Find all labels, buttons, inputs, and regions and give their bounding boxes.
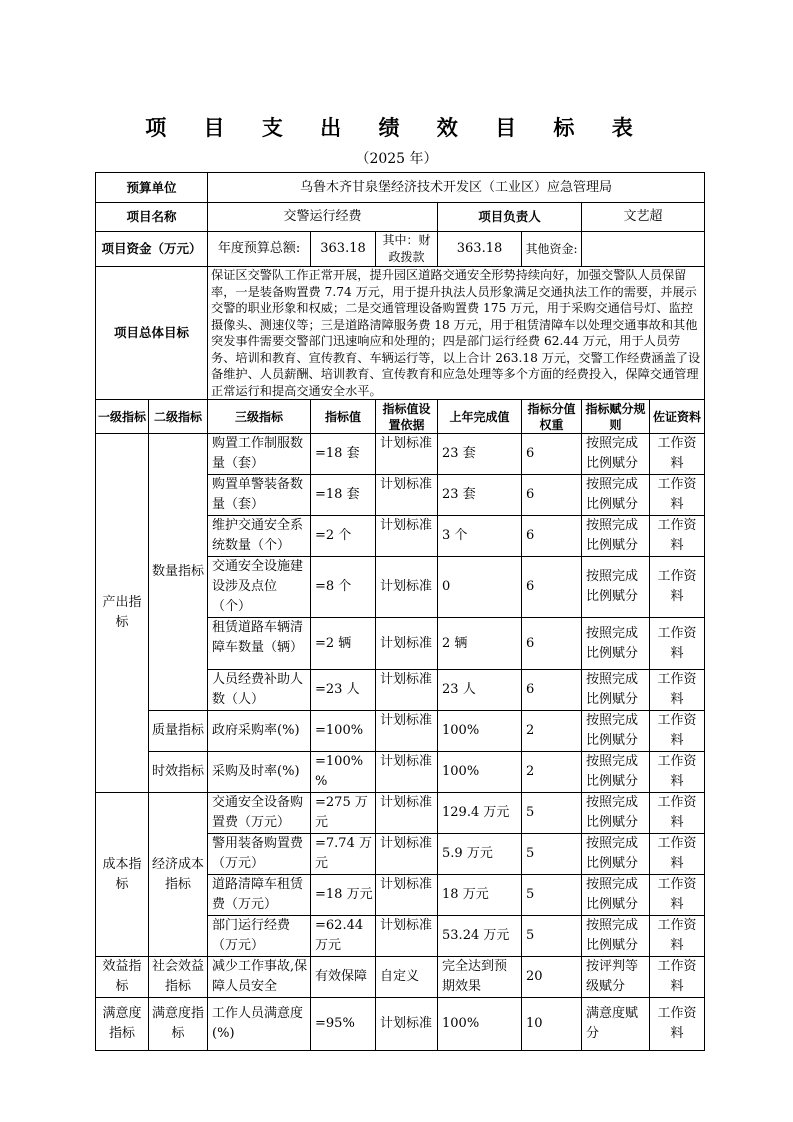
indicator-proof: 工作资料 [650, 752, 705, 793]
group-benefit: 效益指标 [96, 957, 149, 998]
group-satisfaction-sub: 满意度指标 [149, 998, 208, 1051]
indicator-value: =18 万元 [311, 875, 376, 916]
indicator-rule: 按评判等级赋分 [582, 957, 650, 998]
indicator-value: 有效保障 [311, 957, 376, 998]
indicator-value: =7.74 万元 [311, 834, 376, 875]
indicator-basis: 计划标准 [376, 834, 438, 875]
indicator-basis: 计划标准 [376, 557, 438, 618]
funds-label: 项目资金（万元） [96, 232, 208, 267]
indicator-value: =100%% [311, 752, 376, 793]
indicator-rule: 按照完成比例赋分 [582, 557, 650, 618]
indicator-basis: 自定义 [376, 957, 438, 998]
indicator-name: 政府采购率(%) [208, 711, 311, 752]
indicator-name: 交通安全设备购置费（万元） [208, 793, 311, 834]
indicator-name: 警用装备购置费（万元） [208, 834, 311, 875]
indicator-name: 购置工作制服数量（套） [208, 434, 311, 475]
indicator-rule: 按照完成比例赋分 [582, 875, 650, 916]
group-quality: 质量指标 [149, 711, 208, 752]
indicator-basis: 计划标准 [376, 618, 438, 670]
indicator-proof: 工作资料 [650, 434, 705, 475]
col-header: 指标值 [311, 400, 376, 434]
indicator-last: 完全达到预期效果 [438, 957, 522, 998]
indicator-value: =18 套 [311, 434, 376, 475]
indicator-rule: 按照完成比例赋分 [582, 711, 650, 752]
indicator-value: =62.44 万元 [311, 916, 376, 957]
indicator-name: 维护交通安全系统数量（个） [208, 516, 311, 557]
indicator-proof: 工作资料 [650, 834, 705, 875]
budget-unit-label: 预算单位 [96, 173, 208, 203]
indicator-last: 3 个 [438, 516, 522, 557]
project-leader-label: 项目负责人 [438, 203, 582, 232]
group-social-benefit: 社会效益指标 [149, 957, 208, 998]
indicator-proof: 工作资料 [650, 618, 705, 670]
indicator-rule: 满意度赋分 [582, 998, 650, 1051]
indicator-rule: 按照完成比例赋分 [582, 752, 650, 793]
indicator-proof: 工作资料 [650, 875, 705, 916]
budget-unit-value: 乌鲁木齐甘泉堡经济技术开发区（工业区）应急管理局 [208, 173, 705, 203]
indicator-value: =95% [311, 998, 376, 1051]
indicator-weight: 20 [522, 957, 582, 998]
indicator-last: 129.4 万元 [438, 793, 522, 834]
col-header: 指标值设置依据 [376, 400, 438, 434]
indicator-basis: 计划标准 [376, 916, 438, 957]
indicator-rule: 按照完成比例赋分 [582, 793, 650, 834]
indicator-weight: 5 [522, 875, 582, 916]
indicator-weight: 5 [522, 916, 582, 957]
indicator-name: 部门运行经费（万元） [208, 916, 311, 957]
indicator-last: 0 [438, 557, 522, 618]
annual-budget-value: 363.18 [311, 232, 376, 267]
project-name-label: 项目名称 [96, 203, 208, 232]
indicator-weight: 5 [522, 793, 582, 834]
indicator-last: 100% [438, 752, 522, 793]
col-header: 指标分值权重 [522, 400, 582, 434]
page-year: （2025 年） [355, 151, 438, 167]
indicator-name: 工作人员满意度(%) [208, 998, 311, 1051]
indicator-rule: 按照完成比例赋分 [582, 916, 650, 957]
indicator-last: 23 人 [438, 670, 522, 711]
goal-label: 项目总体目标 [96, 267, 208, 400]
indicator-proof: 工作资料 [650, 516, 705, 557]
indicator-rule: 按照完成比例赋分 [582, 834, 650, 875]
group-output: 产出指标 [96, 434, 149, 793]
indicator-value: =275 万元 [311, 793, 376, 834]
indicator-value: =18 套 [311, 475, 376, 516]
group-economic-cost: 经济成本指标 [149, 793, 208, 957]
indicator-weight: 6 [522, 557, 582, 618]
col-header: 二级指标 [149, 400, 208, 434]
indicator-weight: 5 [522, 834, 582, 875]
indicator-basis: 计划标准 [376, 998, 438, 1051]
performance-table [95, 172, 705, 1051]
indicator-basis: 计划标准 [376, 793, 438, 834]
indicator-proof: 工作资料 [650, 793, 705, 834]
indicator-weight: 2 [522, 711, 582, 752]
indicator-weight: 6 [522, 670, 582, 711]
indicator-name: 道路清障车租赁费（万元） [208, 875, 311, 916]
indicator-weight: 6 [522, 618, 582, 670]
indicator-weight: 6 [522, 475, 582, 516]
indicator-rule: 按照完成比例赋分 [582, 475, 650, 516]
indicator-value: =23 人 [311, 670, 376, 711]
indicator-name: 人员经费补助人数（人） [208, 670, 311, 711]
col-header: 佐证资料 [650, 400, 705, 434]
group-quantity: 数量指标 [149, 434, 208, 711]
indicator-value: =2 辆 [311, 618, 376, 670]
indicator-value: =100% [311, 711, 376, 752]
col-header: 三级指标 [208, 400, 311, 434]
project-name-value: 交警运行经费 [208, 203, 438, 232]
goal-text: 保证区交警队工作正常开展，提升园区道路交通安全形势持续向好，加强交警队人员保留率，一是装备购置费 7.74 万元，用于提升执法人员形象满足交通执法工作的需要，并展示交警的职业形象和权威；二是交通管理设备购置费 175 万元，用于采购交通信号灯、监控摄像头、测速仪等；三是道路清障服务费 18 万元，用于租赁清障车以处理交通事故和其他突发事件需要交警部门迅速响应和处理的；四是部门运行经费 62.44 万元，用于人员劳务、培训和教育、宣传教育、车辆运行等，以上合计 263.18 万元，交警工作经费涵盖了设备维护、人员薪酬、培训教育、宣传教育和应急处理等多个方面的经费投入，保障交通管理正常运行和提高交通安全水平。 [208, 267, 705, 400]
indicator-name: 采购及时率(%) [208, 752, 311, 793]
indicator-last: 2 辆 [438, 618, 522, 670]
indicator-proof: 工作资料 [650, 670, 705, 711]
indicator-weight: 6 [522, 434, 582, 475]
indicator-basis: 计划标准 [376, 711, 438, 752]
indicator-weight: 6 [522, 516, 582, 557]
group-timeliness: 时效指标 [149, 752, 208, 793]
indicator-proof: 工作资料 [650, 957, 705, 998]
annual-budget-label: 年度预算总额: [208, 232, 311, 267]
indicator-proof: 工作资料 [650, 916, 705, 957]
indicator-value: =2 个 [311, 516, 376, 557]
indicator-basis: 计划标准 [376, 516, 438, 557]
indicator-rule: 按照完成比例赋分 [582, 516, 650, 557]
indicator-rule: 按照完成比例赋分 [582, 670, 650, 711]
group-cost: 成本指标 [96, 793, 149, 957]
indicator-last: 5.9 万元 [438, 834, 522, 875]
indicator-proof: 工作资料 [650, 711, 705, 752]
indicator-name: 交通安全设施建设涉及点位（个） [208, 557, 311, 618]
indicator-proof: 工作资料 [650, 998, 705, 1051]
other-funds-label: 其他资金: [522, 232, 582, 267]
indicator-proof: 工作资料 [650, 557, 705, 618]
indicator-last: 23 套 [438, 434, 522, 475]
indicator-rule: 按照完成比例赋分 [582, 618, 650, 670]
other-funds-value [582, 232, 705, 267]
indicator-name: 租赁道路车辆清障车数量（辆） [208, 618, 311, 670]
indicator-basis: 计划标准 [376, 434, 438, 475]
indicator-basis: 计划标准 [376, 670, 438, 711]
group-satisfaction: 满意度指标 [96, 998, 149, 1051]
indicator-name: 减少工作事故,保障人员安全 [208, 957, 311, 998]
indicator-basis: 计划标准 [376, 475, 438, 516]
col-header: 上年完成值 [438, 400, 522, 434]
indicator-last: 100% [438, 998, 522, 1051]
indicator-last: 23 套 [438, 475, 522, 516]
col-header: 一级指标 [96, 400, 149, 434]
indicator-last: 53.24 万元 [438, 916, 522, 957]
indicator-rule: 按照完成比例赋分 [582, 434, 650, 475]
project-leader-value: 文艺超 [582, 203, 705, 232]
indicator-last: 100% [438, 711, 522, 752]
indicator-value: =8 个 [311, 557, 376, 618]
fiscal-value: 363.18 [438, 232, 522, 267]
indicator-weight: 10 [522, 998, 582, 1051]
indicator-proof: 工作资料 [650, 475, 705, 516]
page-title: 项 目 支 出 绩 效 目 标 表 [145, 116, 648, 140]
indicator-basis: 计划标准 [376, 875, 438, 916]
indicator-last: 18 万元 [438, 875, 522, 916]
indicator-weight: 2 [522, 752, 582, 793]
indicator-name: 购置单警装备数量（套） [208, 475, 311, 516]
fiscal-label: 其中：财政拨款 [376, 232, 438, 267]
col-header: 指标赋分规则 [582, 400, 650, 434]
indicator-basis: 计划标准 [376, 752, 438, 793]
